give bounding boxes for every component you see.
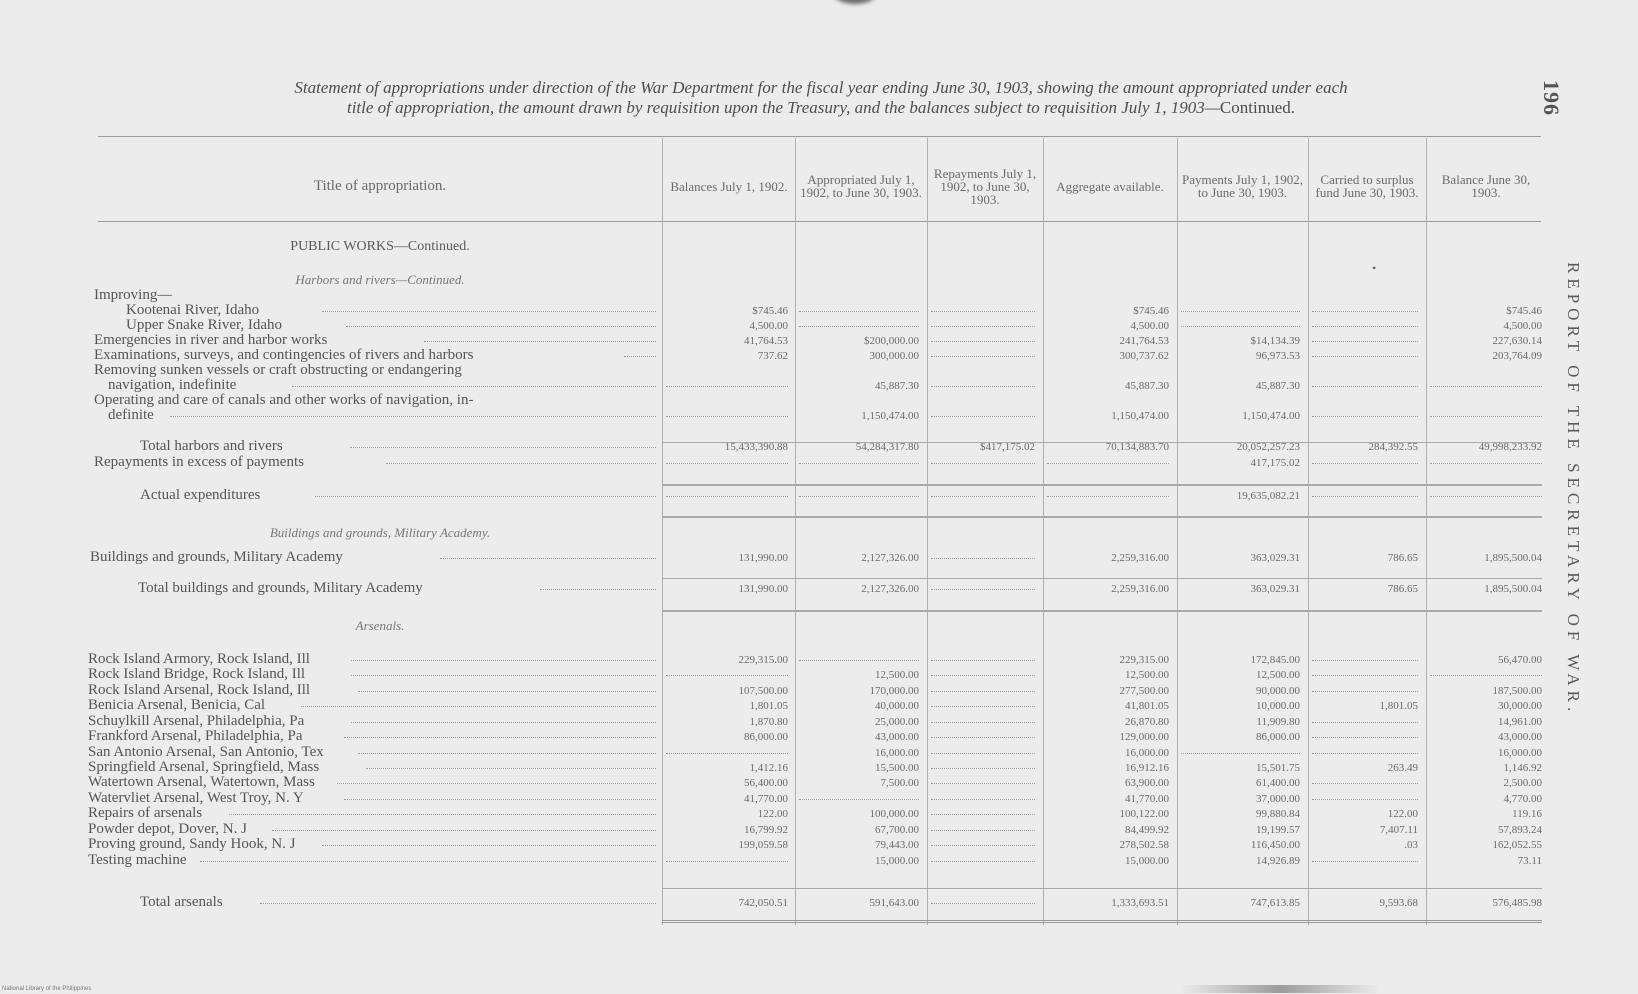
row-label: Proving ground, Sandy Hook, N. J	[88, 837, 296, 852]
header-balances: Balances July 1, 1902.	[670, 178, 788, 194]
row-label: Rock Island Arsenal, Rock Island, Ill	[88, 683, 311, 698]
section-harbors: Harbors and rivers—Continued.	[295, 272, 465, 287]
table-row	[0, 683, 1638, 698]
table-row	[0, 791, 1638, 806]
cell-aggregate: 16,000.00	[1047, 747, 1169, 760]
cell-leader-dots	[931, 589, 1035, 590]
cell-leader-dots	[1312, 416, 1418, 417]
cell-balance: $745.46	[1430, 305, 1542, 318]
cell-carried: 263.49	[1312, 762, 1418, 775]
cell-leader-dots	[931, 722, 1035, 723]
cell-balance: 227,630.14	[1430, 335, 1542, 348]
leader-dots	[351, 660, 656, 661]
table-row	[0, 775, 1638, 790]
caption-line-1: Statement of appropriations under direction of the War Department for the fiscal year ending June 30, 1903, showing the amount appropriated under each	[294, 78, 1348, 97]
caption-line-2: title of appropriation, the amount drawn by requisition upon the Treasury, and the balances subject to requisition July 1, 1903—	[346, 98, 1220, 117]
cell-leader-dots	[799, 799, 919, 800]
cell-appropriated: 300,000.00	[799, 350, 919, 363]
table-row	[0, 303, 1638, 318]
table-row	[0, 806, 1638, 821]
cell-leader-dots	[931, 660, 1035, 661]
row-label: Benicia Arsenal, Benicia, Cal	[88, 698, 266, 713]
cell-leader-dots	[1312, 326, 1418, 327]
leader-dots	[170, 416, 656, 417]
cell-balance: 49,998,233.92	[1430, 441, 1542, 454]
cell-balance: 203,764.09	[1430, 350, 1542, 363]
cell-payments: 96,973.53	[1181, 350, 1300, 363]
cell-balances: 15,433,390.88	[666, 441, 788, 454]
cell-aggregate: 241,764.53	[1047, 335, 1169, 348]
cell-leader-dots	[1312, 496, 1418, 497]
improving-label: Improving—	[94, 288, 173, 303]
table-row	[0, 393, 1638, 423]
cell-balances: 1,870.80	[666, 716, 788, 729]
cell-leader-dots	[931, 845, 1035, 846]
cell-carried: 9,593.68	[1312, 897, 1418, 910]
cell-balances: 86,000.00	[666, 731, 788, 744]
leader-dots	[229, 814, 656, 815]
row-label: Emergencies in river and harbor works	[94, 333, 328, 348]
cell-leader-dots	[666, 675, 788, 676]
table-row	[0, 853, 1638, 868]
cell-balance: 2,500.00	[1430, 777, 1542, 790]
cell-balances: 742,050.51	[666, 897, 788, 910]
cell-leader-dots	[666, 386, 788, 387]
cell-balance: 14,961.00	[1430, 716, 1542, 729]
cell-balances: 16,799.92	[666, 824, 788, 837]
header-title: Title of appropriation.	[313, 177, 447, 194]
leader-dots	[351, 675, 656, 676]
cell-balances: 107,500.00	[666, 685, 788, 698]
table-row	[0, 363, 1638, 393]
cell-balance: 16,000.00	[1430, 747, 1542, 760]
cell-aggregate: 12,500.00	[1047, 669, 1169, 682]
cell-balance: 1,146.92	[1430, 762, 1542, 775]
cell-appropriated: 170,000.00	[799, 685, 919, 698]
caption-continued: Continued.	[1219, 98, 1296, 117]
library-footer: National Library of the Philippines	[2, 986, 92, 992]
cell-carried: .03	[1312, 839, 1418, 852]
cell-leader-dots	[1312, 463, 1418, 464]
cell-balance: 43,000.00	[1430, 731, 1542, 744]
row-label: Rock Island Bridge, Rock Island, Ill	[88, 667, 306, 682]
cell-payments: 1,150,474.00	[1181, 410, 1300, 423]
cell-leader-dots	[666, 753, 788, 754]
cell-leader-dots	[799, 311, 919, 312]
cell-appropriated: 2,127,326.00	[799, 583, 919, 596]
cell-payments: 417,175.02	[1181, 457, 1300, 470]
cell-carried: 284,392.55	[1312, 441, 1418, 454]
cell-aggregate: 41,801.05	[1047, 700, 1169, 713]
cell-leader-dots	[931, 768, 1035, 769]
cell-leader-dots	[1312, 356, 1418, 357]
row-label: Schuylkill Arsenal, Philadelphia, Pa	[88, 714, 305, 729]
row-label: Total arsenals	[140, 895, 223, 910]
leader-dots	[358, 753, 656, 754]
cell-balance: 57,893.24	[1430, 824, 1542, 837]
cell-leader-dots	[931, 311, 1035, 312]
cell-appropriated: 1,150,474.00	[799, 410, 919, 423]
cell-balance: 1,895,500.04	[1430, 583, 1542, 596]
header-carried: Carried to surplus fund June 30, 1903.	[1315, 172, 1419, 200]
total-row	[0, 895, 1638, 910]
cell-balance: 187,500.00	[1430, 685, 1542, 698]
leader-dots	[440, 558, 656, 559]
leader-dots	[344, 799, 656, 800]
table-row	[0, 550, 1638, 565]
cell-payments: 19,199.57	[1181, 824, 1300, 837]
row-label: Total buildings and grounds, Military Academy	[138, 581, 423, 596]
cell-leader-dots	[1430, 675, 1542, 676]
table-row	[0, 318, 1638, 333]
cell-balances: 737.62	[666, 350, 788, 363]
table-row	[0, 667, 1638, 682]
cell-balances: 131,990.00	[666, 583, 788, 596]
cell-payments: 172,845.00	[1181, 654, 1300, 667]
cell-payments: 86,000.00	[1181, 731, 1300, 744]
cell-leader-dots	[799, 463, 919, 464]
row-label-line-2: navigation, indefinite	[108, 378, 237, 393]
section-public-works: PUBLIC WORKS—Continued.	[290, 239, 470, 254]
cell-leader-dots	[1181, 753, 1300, 754]
cell-payments: 20,052,257.23	[1181, 441, 1300, 454]
cell-leader-dots	[1047, 463, 1169, 464]
cell-carried: 7,407.11	[1312, 824, 1418, 837]
table-row	[0, 837, 1638, 852]
cell-balances: 41,764.53	[666, 335, 788, 348]
section-rule	[662, 484, 1542, 486]
leader-dots	[358, 691, 656, 692]
cell-aggregate: 1,333,693.51	[1047, 897, 1169, 910]
table-row	[0, 333, 1638, 348]
total-row	[0, 488, 1638, 503]
cell-leader-dots	[1181, 311, 1300, 312]
cell-leader-dots	[799, 496, 919, 497]
leader-dots	[260, 903, 656, 904]
cell-carried: 122.00	[1312, 808, 1418, 821]
cell-balances: 1,801.05	[666, 700, 788, 713]
leader-dots	[344, 737, 656, 738]
leader-dots	[322, 845, 656, 846]
cell-leader-dots	[666, 861, 788, 862]
cell-leader-dots	[666, 463, 788, 464]
cell-leader-dots	[931, 814, 1035, 815]
row-label: Frankford Arsenal, Philadelphia, Pa	[88, 729, 303, 744]
cell-appropriated: 15,000.00	[799, 855, 919, 868]
row-label: Watertown Arsenal, Watertown, Mass	[88, 775, 315, 790]
cell-balances: 56,400.00	[666, 777, 788, 790]
cell-appropriated: 67,700.00	[799, 824, 919, 837]
cell-leader-dots	[666, 416, 788, 417]
cell-appropriated: 12,500.00	[799, 669, 919, 682]
cell-appropriated: 7,500.00	[799, 777, 919, 790]
cell-carried: 786.65	[1312, 583, 1418, 596]
cell-leader-dots	[931, 496, 1035, 497]
cell-leader-dots	[931, 675, 1035, 676]
cell-leader-dots	[931, 691, 1035, 692]
cell-payments: 15,501.75	[1181, 762, 1300, 775]
header-appropriated: Appropriated July 1, 1902, to June 30, 1903.	[800, 172, 922, 200]
ink-blot	[832, 0, 878, 4]
row-label-line-1: Operating and care of canals and other works of navigation, in-	[94, 393, 474, 408]
cell-aggregate: 26,870.80	[1047, 716, 1169, 729]
cell-balance: 73.11	[1430, 855, 1542, 868]
cell-balances: 1,412.16	[666, 762, 788, 775]
header-repayments: Repayments July 1, 1902, to June 30, 1903.	[933, 165, 1037, 207]
cell-leader-dots	[931, 326, 1035, 327]
row-label: Total harbors and rivers	[140, 439, 283, 454]
cell-aggregate: 45,887.30	[1047, 380, 1169, 393]
cell-leader-dots	[1312, 753, 1418, 754]
cell-leader-dots	[1430, 416, 1542, 417]
leader-dots	[272, 830, 656, 831]
cell-leader-dots	[799, 326, 919, 327]
cell-appropriated: 25,000.00	[799, 716, 919, 729]
cell-leader-dots	[931, 706, 1035, 707]
row-label: Testing machine	[88, 853, 187, 868]
cell-leader-dots	[931, 861, 1035, 862]
cell-aggregate: 100,122.00	[1047, 808, 1169, 821]
cell-balances: 41,770.00	[666, 793, 788, 806]
cell-aggregate: 229,315.00	[1047, 654, 1169, 667]
cell-aggregate: 84,499.92	[1047, 824, 1169, 837]
header-payments: Payments July 1, 1902, to June 30, 1903.	[1182, 172, 1303, 200]
cell-balance: 162,052.55	[1430, 839, 1542, 852]
cell-balances: 131,990.00	[666, 552, 788, 565]
cell-payments: 19,635,082.21	[1181, 490, 1300, 503]
subtotal-rule	[662, 578, 1542, 579]
cell-leader-dots	[1430, 386, 1542, 387]
leader-dots	[424, 341, 656, 342]
row-label: Kootenai River, Idaho	[126, 303, 260, 318]
leader-dots	[366, 768, 656, 769]
cell-leader-dots	[1312, 660, 1418, 661]
cell-payments: 116,450.00	[1181, 839, 1300, 852]
cell-leader-dots	[1430, 496, 1542, 497]
subtotal-rule	[662, 888, 1542, 889]
row-label: San Antonio Arsenal, San Antonio, Tex	[88, 745, 324, 760]
row-label: Repairs of arsenals	[88, 806, 203, 821]
cell-aggregate: 2,259,316.00	[1047, 583, 1169, 596]
cell-leader-dots	[931, 341, 1035, 342]
cell-leader-dots	[1312, 783, 1418, 784]
scan-smudge	[1180, 985, 1380, 993]
cell-payments: 10,000.00	[1181, 700, 1300, 713]
section-buildings: Buildings and grounds, Military Academy.	[269, 525, 491, 540]
cell-aggregate: 277,500.00	[1047, 685, 1169, 698]
cell-appropriated: 15,500.00	[799, 762, 919, 775]
cell-leader-dots	[1312, 386, 1418, 387]
cell-leader-dots	[931, 783, 1035, 784]
cell-repayments: $417,175.02	[931, 441, 1035, 454]
leader-dots	[346, 326, 656, 327]
section-rule	[662, 610, 1542, 612]
leader-dots	[337, 783, 656, 784]
cell-payments: 363,029.31	[1181, 583, 1300, 596]
cell-payments: 61,400.00	[1181, 777, 1300, 790]
cell-appropriated: 79,443.00	[799, 839, 919, 852]
cell-leader-dots	[931, 753, 1035, 754]
cell-leader-dots	[931, 903, 1035, 904]
cell-aggregate: 300,737.62	[1047, 350, 1169, 363]
table-row	[0, 348, 1638, 363]
table-row	[0, 652, 1638, 667]
cell-balances: $745.46	[666, 305, 788, 318]
cell-balance: 119.16	[1430, 808, 1542, 821]
cell-leader-dots	[1312, 675, 1418, 676]
cell-aggregate: 15,000.00	[1047, 855, 1169, 868]
header-balance: Balance June 30, 1903.	[1441, 172, 1531, 200]
table-row	[0, 760, 1638, 775]
page-number: 196	[1539, 80, 1564, 116]
cell-carried: 786.65	[1312, 552, 1418, 565]
cell-aggregate: 129,000.00	[1047, 731, 1169, 744]
leader-dots	[351, 722, 656, 723]
table-row	[0, 729, 1638, 744]
cell-payments: 14,926.89	[1181, 855, 1300, 868]
cell-leader-dots	[931, 463, 1035, 464]
cell-aggregate: 41,770.00	[1047, 793, 1169, 806]
cell-balances: 199,059.58	[666, 839, 788, 852]
cell-leader-dots	[1312, 722, 1418, 723]
cell-leader-dots	[1312, 691, 1418, 692]
cell-aggregate: 2,259,316.00	[1047, 552, 1169, 565]
cell-leader-dots	[1312, 861, 1418, 862]
row-label: Watervliet Arsenal, West Troy, N. Y	[88, 791, 304, 806]
leader-dots	[624, 356, 656, 357]
cell-leader-dots	[1312, 311, 1418, 312]
cell-leader-dots	[931, 558, 1035, 559]
row-label: Repayments in excess of payments	[94, 455, 304, 470]
cell-leader-dots	[931, 356, 1035, 357]
cell-balances: 122.00	[666, 808, 788, 821]
cell-leader-dots	[1312, 737, 1418, 738]
cell-leader-dots	[1312, 799, 1418, 800]
table-row	[0, 822, 1638, 837]
cell-payments: 90,000.00	[1181, 685, 1300, 698]
cell-leader-dots	[931, 416, 1035, 417]
cell-leader-dots	[1430, 463, 1542, 464]
cell-leader-dots	[931, 830, 1035, 831]
cell-appropriated: 16,000.00	[799, 747, 919, 760]
leader-dots	[322, 311, 656, 312]
cell-balances: 4,500.00	[666, 320, 788, 333]
cell-balance: 56,470.00	[1430, 654, 1542, 667]
leader-dots	[315, 496, 656, 497]
cell-appropriated: 100,000.00	[799, 808, 919, 821]
cell-leader-dots	[666, 496, 788, 497]
row-label-line-1: Removing sunken vessels or craft obstructing or endangering	[94, 363, 462, 378]
cell-aggregate: $745.46	[1047, 305, 1169, 318]
cell-payments: 363,029.31	[1181, 552, 1300, 565]
cell-appropriated: $200,000.00	[799, 335, 919, 348]
cell-payments: 12,500.00	[1181, 669, 1300, 682]
cell-leader-dots	[931, 386, 1035, 387]
cell-leader-dots	[931, 737, 1035, 738]
cell-payments: 11,909.80	[1181, 716, 1300, 729]
cell-aggregate: 16,912.16	[1047, 762, 1169, 775]
cell-appropriated: 54,284,317.80	[799, 441, 919, 454]
leader-dots	[200, 861, 656, 862]
cell-aggregate: 4,500.00	[1047, 320, 1169, 333]
table-caption	[96, 78, 1546, 118]
row-label: Actual expenditures	[140, 488, 261, 503]
subtotal-rule	[662, 442, 1542, 443]
cell-balance: 30,000.00	[1430, 700, 1542, 713]
row-label: Powder depot, Dover, N. J	[88, 822, 247, 837]
cell-aggregate: 63,900.00	[1047, 777, 1169, 790]
cell-payments: 37,000.00	[1181, 793, 1300, 806]
cell-leader-dots	[799, 660, 919, 661]
row-label: Upper Snake River, Idaho	[126, 318, 283, 333]
cell-balance: 1,895,500.04	[1430, 552, 1542, 565]
section-arsenals: Arsenals.	[355, 618, 405, 633]
cell-leader-dots	[1047, 496, 1169, 497]
cell-aggregate: 1,150,474.00	[1047, 410, 1169, 423]
cell-aggregate: 70,134,883.70	[1047, 441, 1169, 454]
row-label: Buildings and grounds, Military Academy	[90, 550, 343, 565]
cell-payments: 99,880.84	[1181, 808, 1300, 821]
cell-balance: 4,770.00	[1430, 793, 1542, 806]
running-head: REPORT OF THE SECRETARY OF WAR.	[1564, 262, 1583, 717]
row-label: Examinations, surveys, and contingencies of rivers and harbors	[94, 348, 474, 363]
cell-leader-dots	[931, 799, 1035, 800]
cell-appropriated: 2,127,326.00	[799, 552, 919, 565]
cell-carried: 1,801.05	[1312, 700, 1418, 713]
cell-appropriated: 45,887.30	[799, 380, 919, 393]
leader-dots	[386, 463, 656, 464]
cell-payments: $14,134.39	[1181, 335, 1300, 348]
table-row	[0, 455, 1638, 470]
leader-dots	[301, 706, 656, 707]
cell-balances: 229,315.00	[666, 654, 788, 667]
cell-leader-dots	[1312, 341, 1418, 342]
cell-appropriated: 591,643.00	[799, 897, 919, 910]
cell-aggregate: 278,502.58	[1047, 839, 1169, 852]
cell-appropriated: 43,000.00	[799, 731, 919, 744]
table-row	[0, 714, 1638, 729]
cell-payments: 45,887.30	[1181, 380, 1300, 393]
stray-mark: •	[1372, 261, 1377, 275]
row-label: Rock Island Armory, Rock Island, Ill	[88, 652, 310, 667]
total-row	[0, 581, 1638, 596]
row-label-line-2: definite	[108, 408, 154, 423]
table-row	[0, 745, 1638, 760]
leader-dots	[540, 589, 656, 590]
table-top-rule	[98, 136, 1541, 137]
cell-appropriated: 40,000.00	[799, 700, 919, 713]
row-label: Springfield Arsenal, Springfield, Mass	[88, 760, 320, 775]
table-bottom-rule	[662, 920, 1542, 923]
header-aggregate: Aggregate available.	[1056, 178, 1164, 194]
cell-payments: 747,613.85	[1181, 897, 1300, 910]
leader-dots	[350, 447, 656, 448]
cell-balance: 4,500.00	[1430, 320, 1542, 333]
section-rule	[662, 516, 1542, 518]
leader-dots	[292, 386, 656, 387]
table-row	[0, 698, 1638, 713]
cell-balance: 576,485.98	[1430, 897, 1542, 910]
cell-leader-dots	[1181, 326, 1300, 327]
